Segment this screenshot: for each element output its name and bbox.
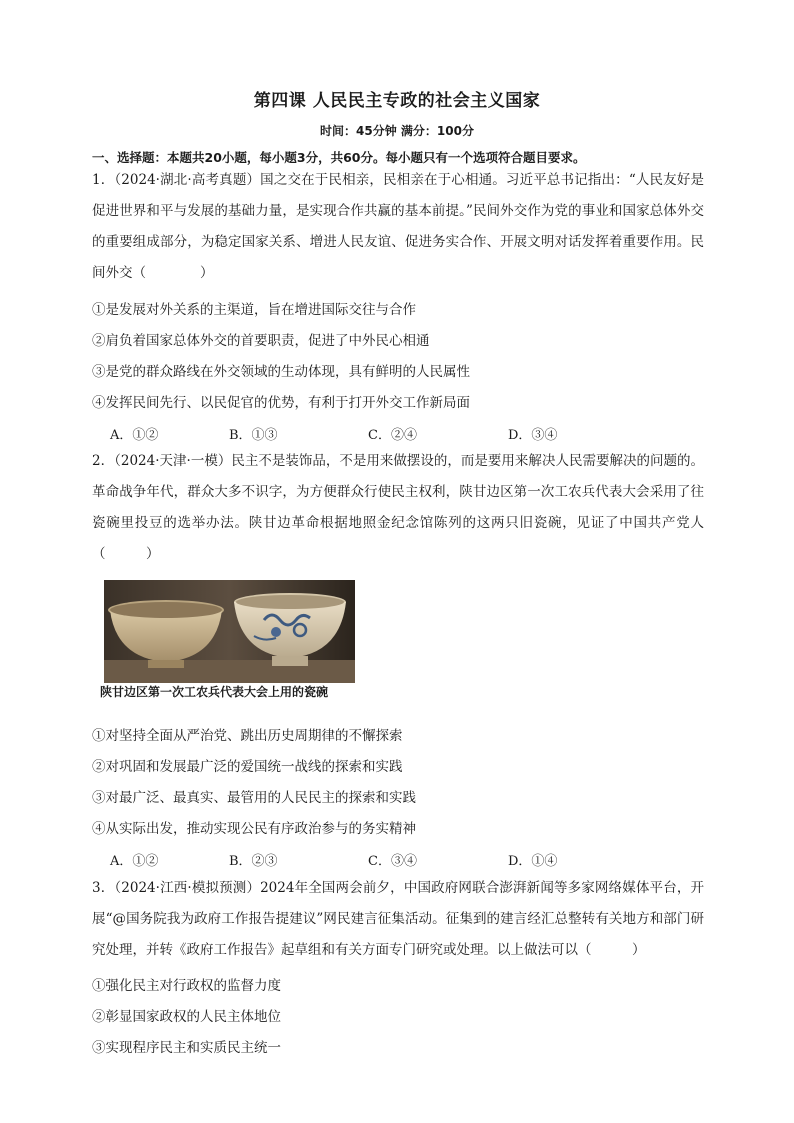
exam-meta: 时间：45分钟 满分：100分 [320,124,474,138]
question-1-choice-d: D．③④ [508,428,558,443]
question-1-choice-a: A．①② [110,428,159,443]
question-3-stem: 3．（2024·江西·模拟预测）2024年全国两会前夕，中国政府网联合澎湃新闻等多家网络媒体平台，开展“@国务院我为政府工作报告提建议”网民建言征集活动。征集到的建言经汇总整转有关地方和部门研究处理，并转《政府工作报告》起草组和有关方面专门研究或处理。以上做法可以（ ） [92,880,704,958]
question-1-option-2: ②肩负着国家总体外交的首要职责，促进了中外民心相通 [92,333,430,349]
question-2-choice-a: A．①② [110,854,159,869]
question-3-option-1: ①强化民主对行政权的监督力度 [92,978,281,994]
question-1-option-4: ④发挥民间先行、以民促官的优势，有利于打开外交工作新局面 [92,395,470,411]
question-3-option-3: ③实现程序民主和实质民主统一 [92,1040,281,1056]
section-heading: 一、选择题：本题共20小题，每小题3分，共60分。每小题只有一个选项符合题目要求。 [92,150,586,165]
page-title: 第四课 人民民主专政的社会主义国家 [253,91,541,111]
question-1-choice-b: B．①③ [229,428,278,443]
question-2-option-1: ①对坚持全面从严治党、跳出历史周期律的不懈探索 [92,728,403,744]
question-2-stem: 2．（2024·天津·一模）民主不是装饰品，不是用来做摆设的，而是要用来解决人民需要解决的问题的。革命战争年代，群众大多不识字，为方便群众行使民主权利，陕甘边区第一次工农兵代表大会采用了往瓷碗里投豆的选举办法。陕甘边革命根据地照金纪念馆陈列的这两只旧瓷碗，见证了中国共产党人（ ） [92,453,704,562]
question-2-choice-d: D．①④ [508,854,558,869]
question-2-choice-b: B．②③ [229,854,278,869]
question-1-option-1: ①是发展对外关系的主渠道，旨在增进国际交往与合作 [92,302,416,318]
question-2-choice-c: C．③④ [368,854,417,869]
question-1-choice-c: C．②④ [368,428,417,443]
photo-caption: 陕甘边区第一次工农兵代表大会上用的瓷碗 [100,685,329,699]
question-1-stem: 1．（2024·湖北·高考真题）国之交在于民相亲，民相亲在于心相通。习近平总书记指出：“人民友好是促进世界和平与发展的基础力量，是实现合作共赢的基本前提。”民间外交作为党的事业和国家总体外交的重要组成部分，为稳定国家关系、增进人民友谊、促进务实合作、开展文明对话发挥着重要作用。民间外交（ ） [92,172,704,281]
porcelain-bowls-photo [104,580,355,683]
question-2-option-4: ④从实际出发，推动实现公民有序政治参与的务实精神 [92,821,416,837]
question-2-option-2: ②对巩固和发展最广泛的爱国统一战线的探索和实践 [92,759,403,775]
question-3-option-2: ②彰显国家政权的人民主体地位 [92,1009,281,1025]
question-1-option-3: ③是党的群众路线在外交领域的生动体现，具有鲜明的人民属性 [92,364,470,380]
question-2-option-3: ③对最广泛、最真实、最管用的人民民主的探索和实践 [92,790,416,806]
